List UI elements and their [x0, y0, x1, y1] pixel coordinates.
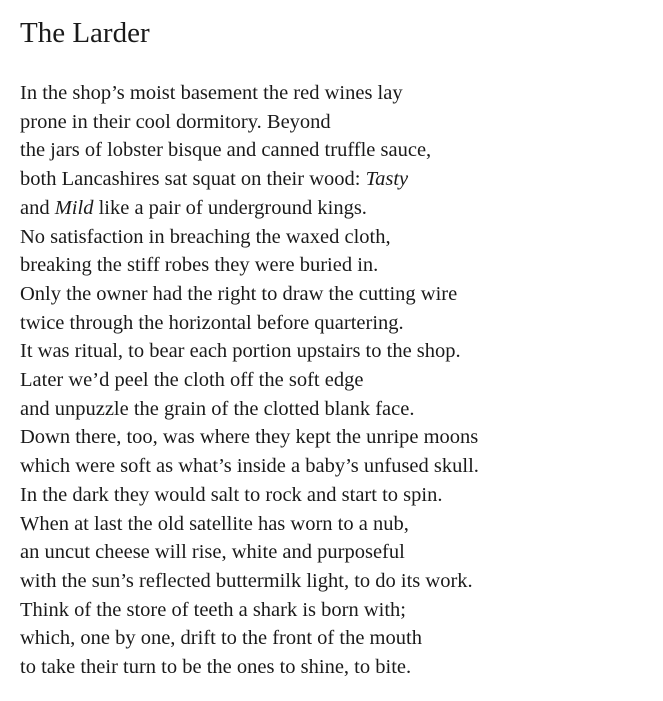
- poem-line-text: and: [20, 196, 55, 219]
- poem-line: [20, 567, 479, 596]
- poem-line-text: Down there, too, was where they kept the unripe moons: [20, 426, 479, 449]
- poem-line: [20, 79, 479, 108]
- poem-line: [20, 108, 479, 137]
- poem-line: [20, 596, 479, 625]
- poem-line-text: breaking the stiff robes they were buried in.: [20, 254, 379, 277]
- poem-line: [20, 223, 479, 252]
- poem-line: [20, 366, 479, 395]
- poem-line-italic-text: Mild: [54, 196, 94, 219]
- poem-line-text: which were soft as what’s inside a baby’s unfused skull.: [20, 455, 479, 478]
- poem-line-italic-text: Tasty: [365, 168, 409, 191]
- poem-line: [20, 395, 479, 424]
- poem-line-text: prone in their cool dormitory. Beyond: [20, 110, 331, 133]
- poem-line: [20, 423, 479, 452]
- poem-line-text: with the sun’s reflected buttermilk light, to do its work.: [20, 569, 473, 592]
- poem-line: [20, 538, 479, 567]
- poem-line-text: In the dark they would salt to rock and start to spin.: [20, 483, 443, 506]
- poem-line-text: which, one by one, drift to the front of the mouth: [20, 627, 422, 650]
- poem-line-text: to take their turn to be the ones to shine, to bite.: [20, 656, 412, 679]
- poem-line-text: It was ritual, to bear each portion upstairs to the shop.: [20, 340, 461, 363]
- poem-line-text: twice through the horizontal before quartering.: [20, 311, 404, 334]
- poem-line-text: both Lancashires sat squat on their wood:: [20, 168, 366, 191]
- poem-line: [20, 280, 479, 309]
- poem-line: [20, 136, 479, 165]
- poem-line-text: In the shop’s moist basement the red wines lay: [20, 82, 403, 104]
- poem-line-text: When at last the old satellite has worn to a nub,: [20, 512, 409, 535]
- poem-line-text: an uncut cheese will rise, white and purposeful: [20, 541, 405, 564]
- poem-line: [20, 165, 479, 194]
- poem-line: [20, 510, 479, 539]
- poem-title: The Larder: [20, 17, 150, 49]
- poem-line: [20, 452, 479, 481]
- poem-line: [20, 251, 479, 280]
- poem-line: [20, 309, 479, 338]
- poem-line: [20, 194, 479, 223]
- poem-line-text: Later we’d peel the cloth off the soft edge: [20, 369, 364, 392]
- poem-line-text: Think of the store of teeth a shark is born with;: [20, 598, 406, 621]
- poem-line: [20, 337, 479, 366]
- poem-line: [20, 481, 479, 510]
- poem-body: [20, 79, 479, 682]
- poem-line-text: and unpuzzle the grain of the clotted blank face.: [20, 397, 415, 420]
- poem-line-text: the jars of lobster bisque and canned truffle sauce,: [20, 139, 432, 162]
- poem-line: [20, 653, 479, 682]
- poem-line-text: like a pair of underground kings.: [93, 196, 367, 219]
- poem-line-text: No satisfaction in breaching the waxed cloth,: [20, 225, 391, 248]
- poem-line: [20, 624, 479, 653]
- poem-line-text: Only the owner had the right to draw the cutting wire: [20, 282, 458, 305]
